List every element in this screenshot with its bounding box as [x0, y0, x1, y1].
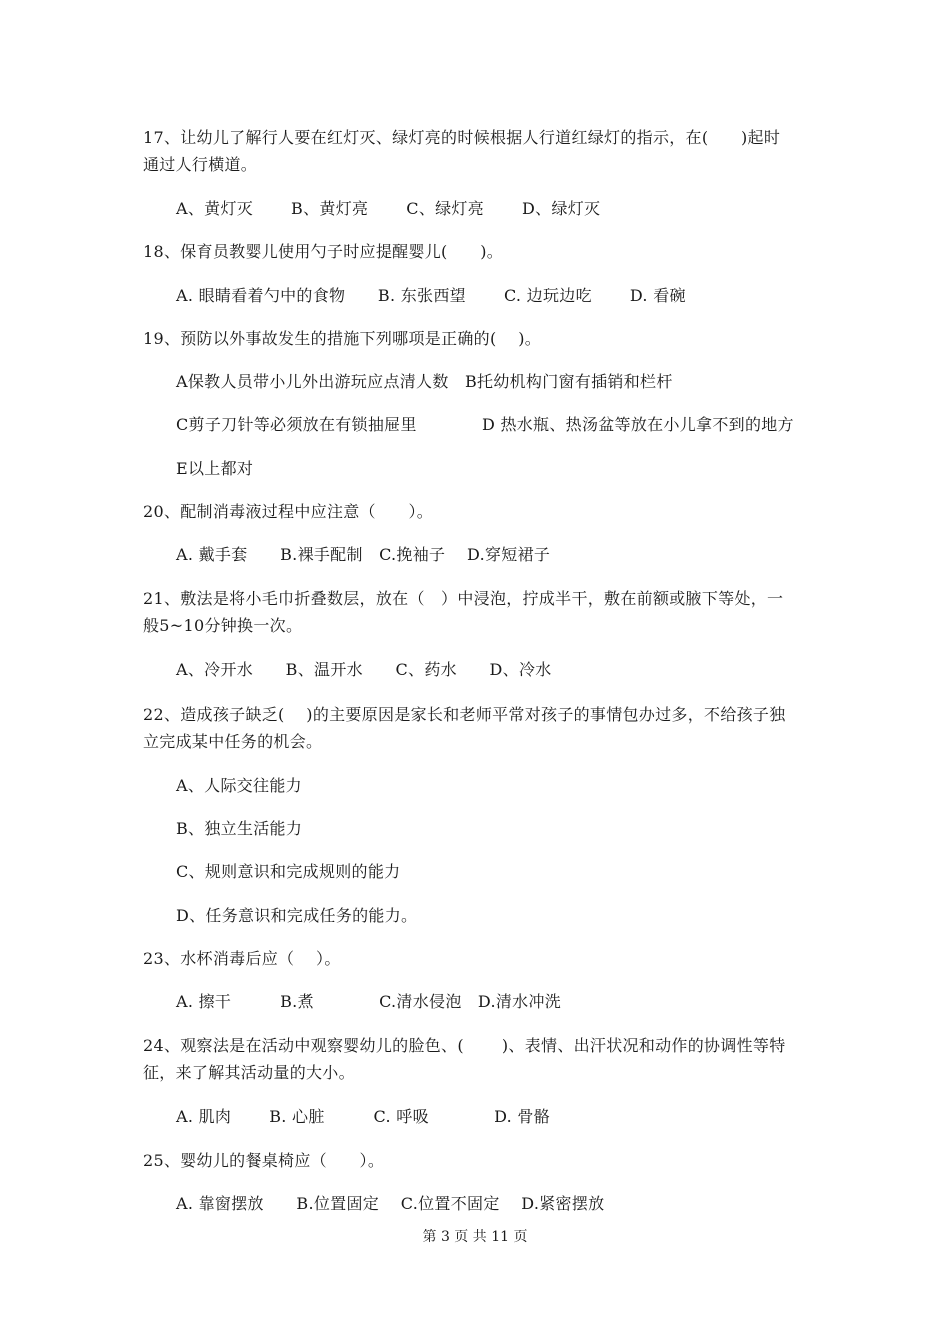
question-22-option-a: A、人际交往能力 — [176, 776, 302, 795]
question-22-option-c: C、规则意识和完成规则的能力 — [176, 862, 401, 881]
question-18-options: A. 眼睛看着勺中的食物 B. 东张西望 C. 边玩边吃 D. 看碗 — [176, 286, 686, 305]
question-19-option-ab: A保教人员带小儿外出游玩应点清人数 B托幼机构门窗有插销和栏杆 — [176, 372, 673, 391]
question-25-options: A. 靠窗摆放 B.位置固定 C.位置不固定 D.紧密摆放 — [176, 1194, 605, 1213]
question-22-option-b: B、独立生活能力 — [176, 819, 303, 838]
question-25-text: 25、婴幼儿的餐桌椅应（ ）。 — [143, 1151, 385, 1170]
question-19-option-e: E以上都对 — [176, 459, 254, 478]
question-17-text-line-2: 通过人行横道。 — [143, 155, 258, 174]
question-23-options: A. 擦干 B.煮 C.清水侵泡 D.清水冲洗 — [176, 992, 562, 1011]
question-21-text-line-1: 21、敷法是将小毛巾折叠数层，放在（ ）中浸泡，拧成半干，敷在前额或腋下等处，一 — [143, 589, 784, 608]
question-17-options: A、黄灯灭 B、黄灯亮 C、绿灯亮 D、绿灯灭 — [176, 199, 601, 218]
page-footer: 第 3 页 共 11 页 — [422, 1229, 528, 1245]
question-24-options: A. 肌肉 B. 心脏 C. 呼吸 D. 骨骼 — [176, 1107, 551, 1126]
question-19-option-cd: C剪子刀针等必须放在有锁抽屉里 D 热水瓶、热汤盆等放在小儿拿不到的地方 — [176, 415, 794, 434]
question-24-text-line-1: 24、观察法是在活动中观察婴幼儿的脸色、( )、表情、出汗状况和动作的协调性等特 — [143, 1036, 786, 1055]
question-20-options: A. 戴手套 B.裸手配制 C.挽袖子 D.穿短裙子 — [176, 545, 551, 564]
question-22-text-line-2: 立完成某中任务的机会。 — [143, 732, 323, 751]
question-24-text-line-2: 征，来了解其活动量的大小。 — [143, 1063, 355, 1082]
question-18-text: 18、保育员教婴儿使用勺子时应提醒婴儿( )。 — [143, 242, 504, 261]
question-23-text: 23、水杯消毒后应（ ）。 — [143, 949, 341, 968]
question-20-text: 20、配制消毒液过程中应注意（ ）。 — [143, 502, 434, 521]
question-17-text-line-1: 17、让幼儿了解行人要在红灯灭、绿灯亮的时候根据人行道红绿灯的指示，在( )起时 — [143, 128, 781, 147]
question-22-text-line-1: 22、造成孩子缺乏( )的主要原因是家长和老师平常对孩子的事情包办过多，不给孩子独 — [143, 705, 786, 724]
question-19-text: 19、预防以外事故发生的措施下列哪项是正确的( )。 — [143, 329, 542, 348]
question-22-option-d: D、任务意识和完成任务的能力。 — [176, 906, 418, 925]
question-21-text-line-2: 般5~10分钟换一次。 — [143, 616, 303, 635]
question-21-options: A、冷开水 B、温开水 C、药水 D、冷水 — [176, 660, 552, 679]
